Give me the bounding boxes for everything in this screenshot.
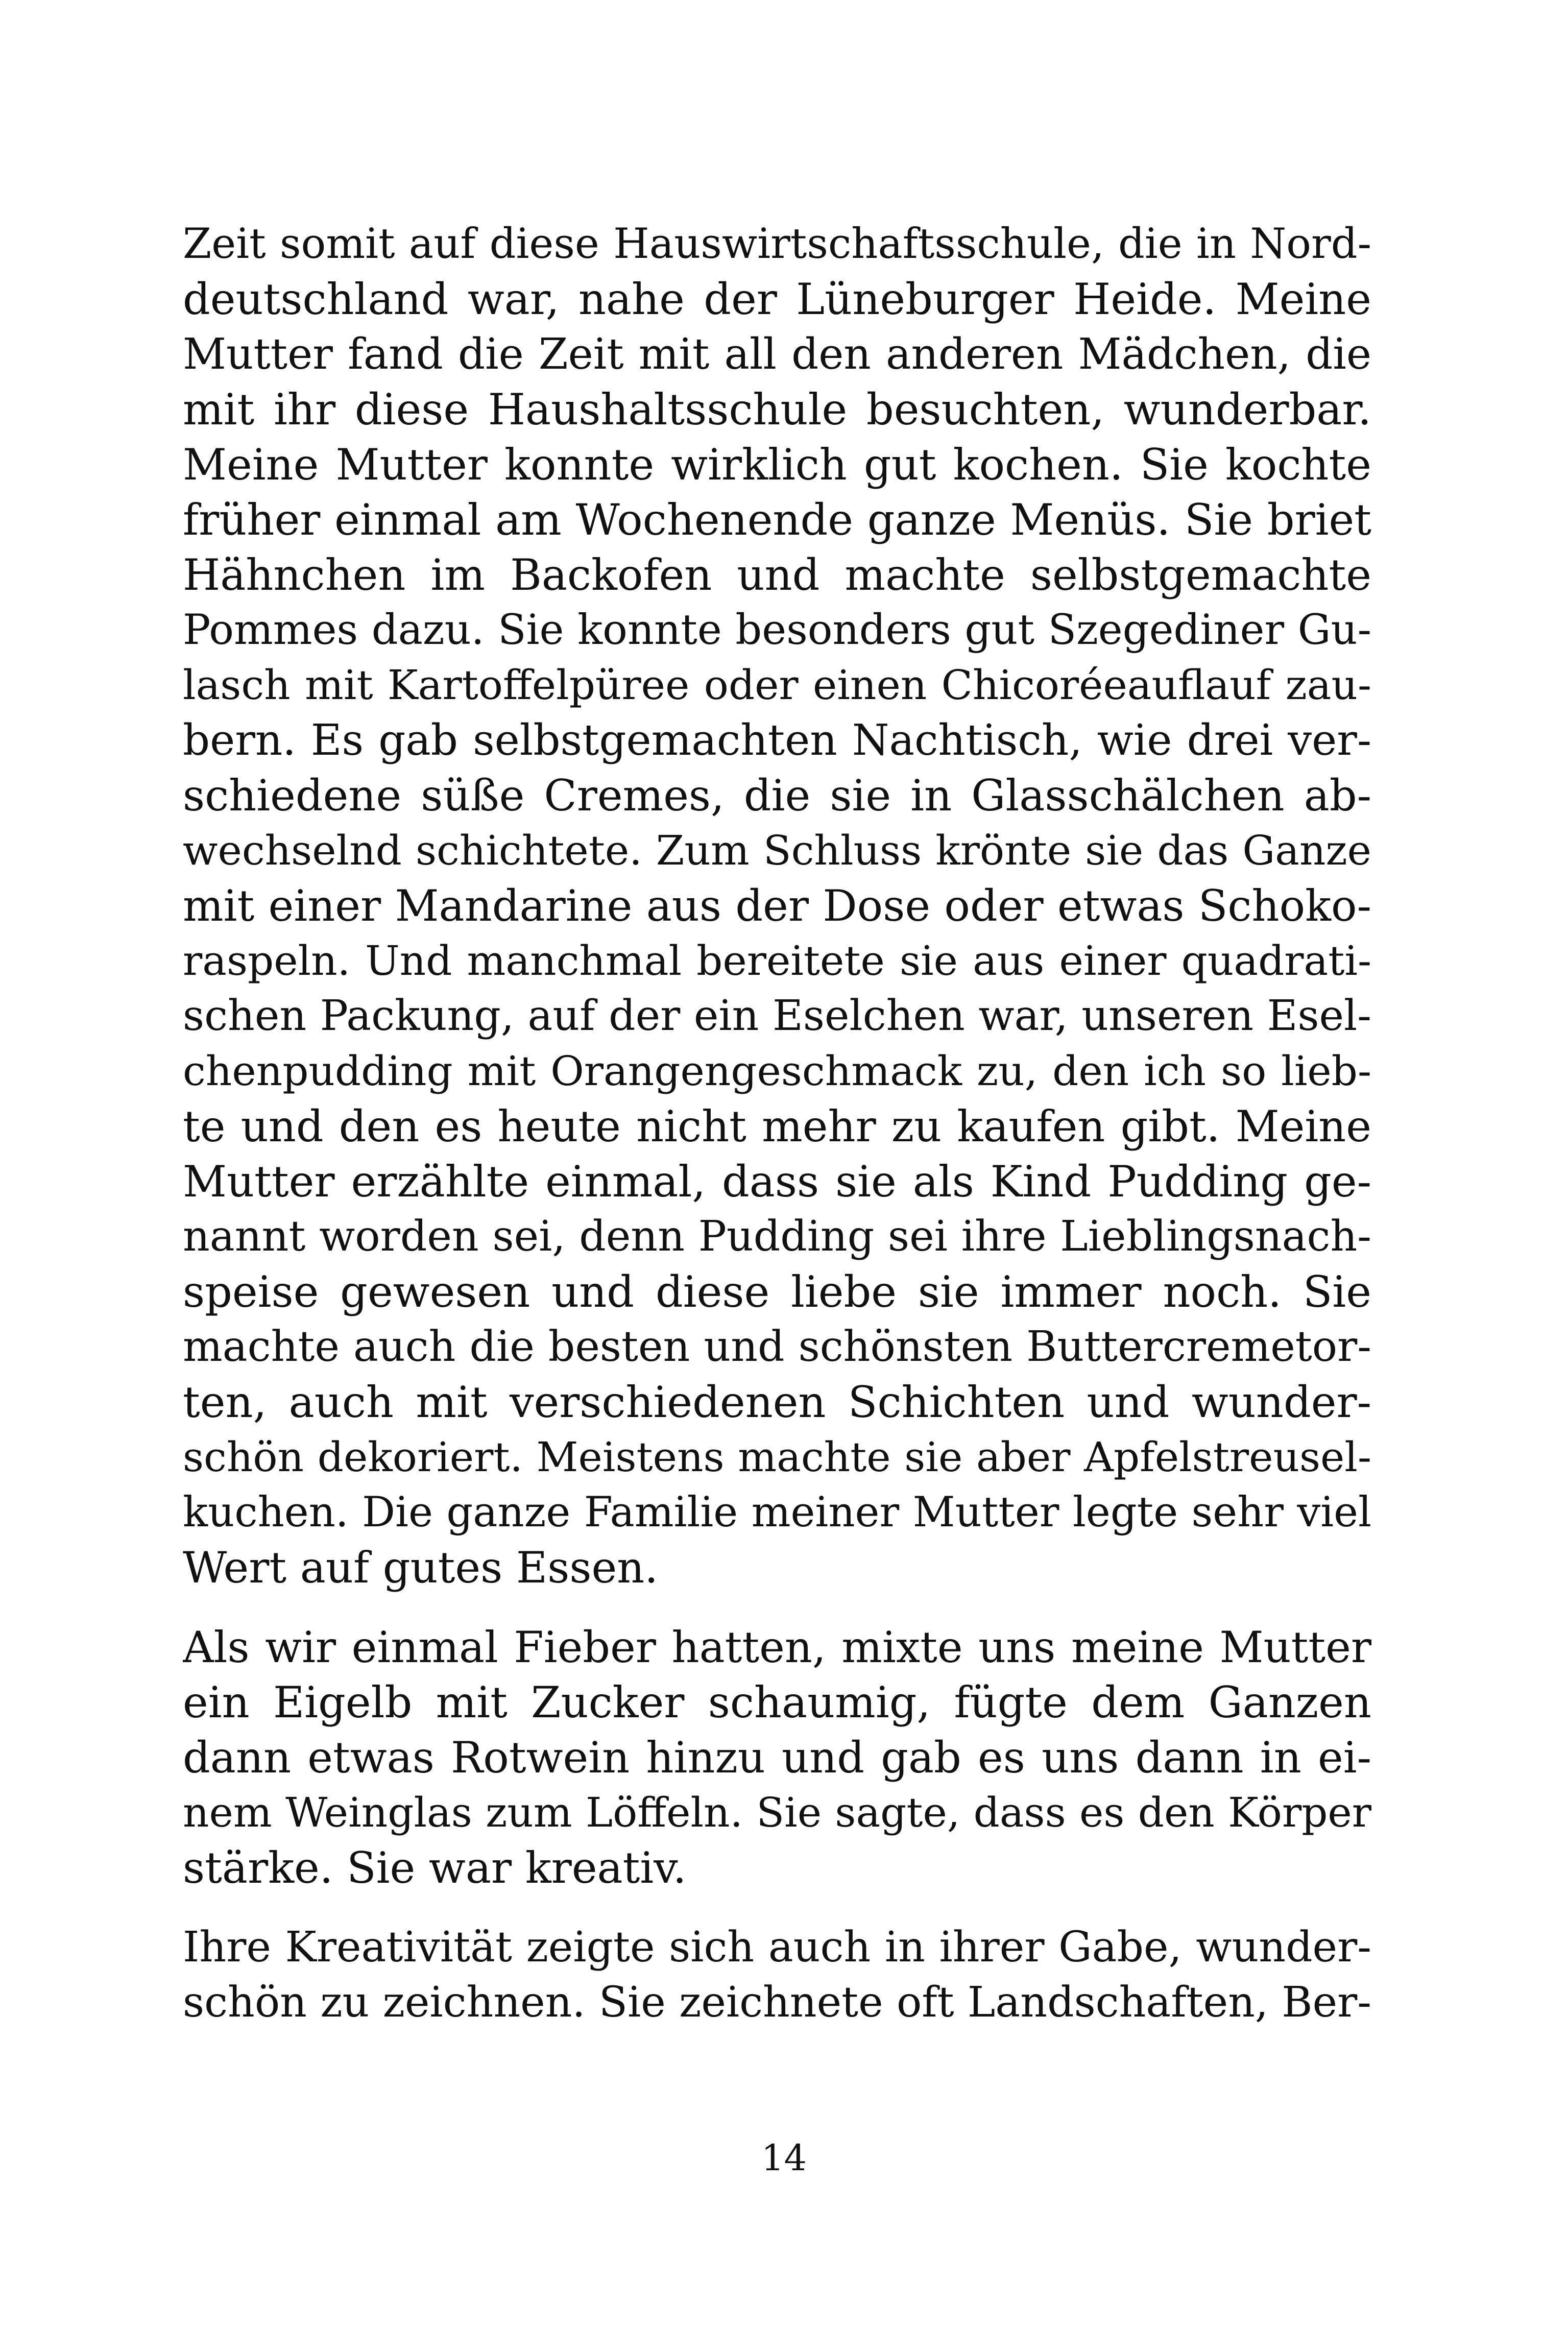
text-line: nem Weinglas zum Löffeln. Sie sagte, dass es den Körper <box>183 1789 1371 1836</box>
text-line: schön dekoriert. Meistens machte sie aber Apfelstreusel- <box>183 1433 1371 1481</box>
paragraph <box>183 1620 1371 1895</box>
text-line: schiedene süße Cremes, die sie in Glasschälchen ab- <box>183 771 1371 821</box>
text-line: raspeln. Und manchmal bereitete sie aus einer quadrati- <box>183 937 1371 985</box>
text-line: Hähnchen im Backofen und machte selbstgemachte <box>183 550 1371 600</box>
text-line: früher einmal am Wochenende ganze Menüs. Sie briet <box>183 495 1371 545</box>
text-line: stärke. Sie war kreativ. <box>183 1843 687 1893</box>
text-line: wechselnd schichtete. Zum Schluss krönte sie das Ganze <box>183 827 1371 874</box>
text-line: Wert auf gutes Essen. <box>183 1543 658 1593</box>
text-line: Als wir einmal Fieber hatten, mixte uns meine Mutter <box>183 1622 1371 1672</box>
text-line: Zeit somit auf diese Hauswirtschaftsschule, die in Nord- <box>183 220 1371 268</box>
page-number: 14 <box>761 2137 807 2179</box>
text-line: dann etwas Rotwein hinzu und gab es uns dann in ei- <box>183 1733 1371 1783</box>
text-line: deutschland war, nahe der Lüneburger Heide. Meine <box>183 274 1371 324</box>
text-line: ten, auch mit verschiedenen Schichten und wunder- <box>183 1377 1371 1427</box>
text-line: mit einer Mandarine aus der Dose oder etwas Schoko- <box>183 881 1371 931</box>
text-line: te und den es heute nicht mehr zu kaufen gibt. Meine <box>183 1101 1371 1151</box>
text-line: nannt worden sei, denn Pudding sei ihre Lieblingsnach- <box>183 1212 1371 1261</box>
text-line: lasch mit Kartoffelpüree oder einen Chicoréeauflauf zau- <box>183 661 1371 709</box>
text-line: mit ihr diese Haushaltsschule besuchten, wunderbar. <box>183 385 1371 435</box>
text-line: Meine Mutter konnte wirklich gut kochen. Sie kochte <box>183 440 1371 490</box>
text-line: Pommes dazu. Sie konnte besonders gut Szegediner Gu- <box>183 606 1371 654</box>
paragraph <box>183 1920 1371 2030</box>
text-line: Mutter erzählte einmal, dass sie als Kind Pudding ge- <box>183 1157 1371 1207</box>
text-line: bern. Es gab selbstgemachten Nachtisch, wie drei ver- <box>183 715 1371 765</box>
paragraph <box>183 217 1371 1595</box>
body-text <box>183 217 1371 2055</box>
text-line: machte auch die besten und schönsten Buttercremetor- <box>183 1323 1371 1371</box>
text-line: ein Eigelb mit Zucker schaumig, fügte dem Ganzen <box>183 1677 1371 1727</box>
text-line: schen Packung, auf der ein Eselchen war, unseren Esel- <box>183 992 1371 1040</box>
text-line: Mutter fand die Zeit mit all den anderen Mädchen, die <box>183 329 1371 379</box>
text-line: schön zu zeichnen. Sie zeichnete oft Landschaften, Ber- <box>183 1978 1371 2027</box>
text-line: Ihre Kreativität zeigte sich auch in ihrer Gabe, wunder- <box>183 1923 1371 1972</box>
text-line: chenpudding mit Orangengeschmack zu, den ich so lieb- <box>183 1047 1371 1095</box>
text-line: kuchen. Die ganze Familie meiner Mutter legte sehr viel <box>183 1489 1371 1537</box>
text-line: speise gewesen und diese liebe sie immer noch. Sie <box>183 1267 1371 1317</box>
